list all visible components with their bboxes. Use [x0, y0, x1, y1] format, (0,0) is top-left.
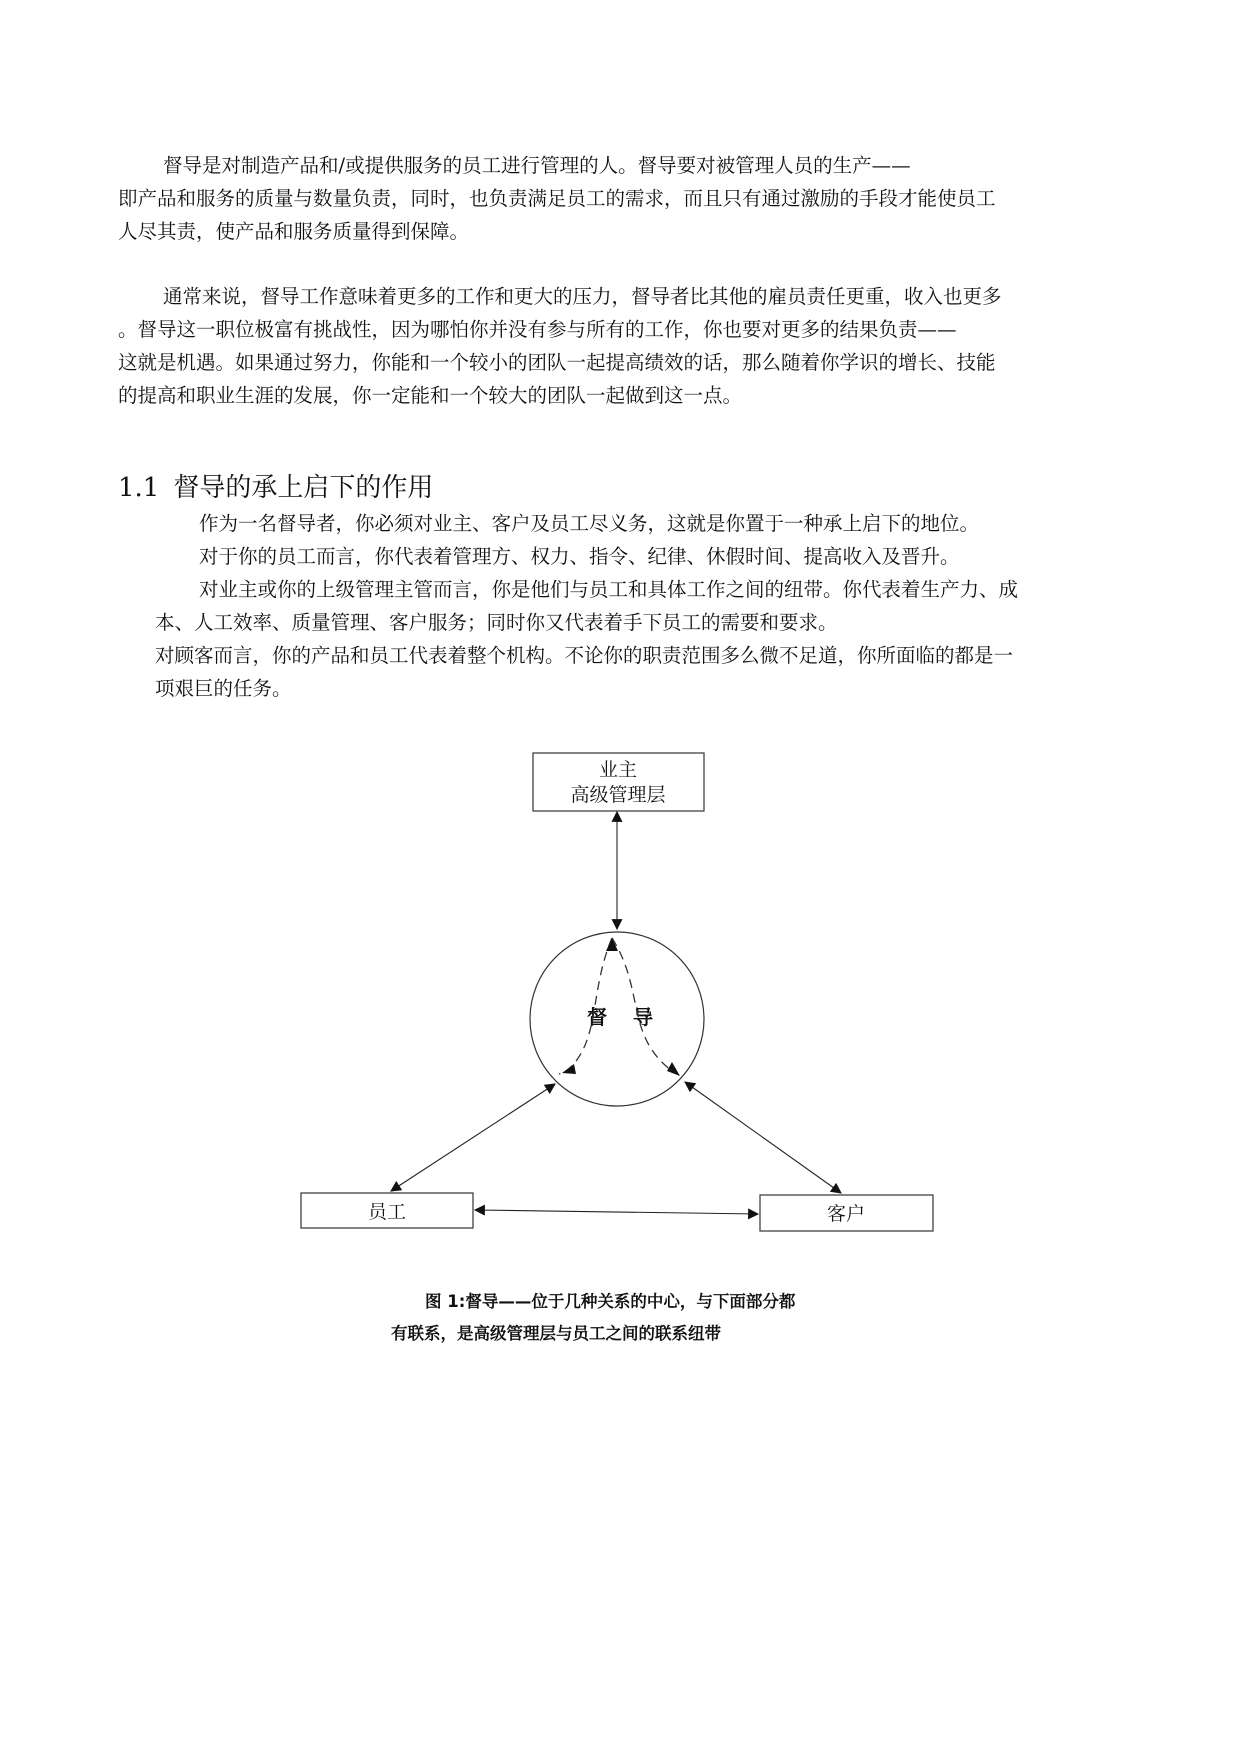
- section-line2: 对于你的员工而言，你代表着管理方、权力、指令、纪律、休假时间、提高收入及晋升。: [199, 545, 960, 568]
- paragraph2-line1: 通常来说，督导工作意味着更多的工作和更大的压力，督导者比其他的雇员责任更重，收入也更多: [163, 285, 1002, 308]
- paragraph2-line4: 的提高和职业生涯的发展，你一定能和一个较大的团队一起做到这一点。: [118, 384, 743, 407]
- supervisor-char-right: 导: [633, 1005, 653, 1029]
- figure-caption-line2: 有联系，是高级管理层与员工之间的联系纽带: [391, 1324, 721, 1343]
- employee-label: 员工: [367, 1201, 407, 1223]
- arrow-employee-customer: [475, 1210, 758, 1214]
- supervisor-char-left: 督: [587, 1005, 607, 1029]
- figure-caption-line1: 图 1:督导——位于几种关系的中心，与下面部分都: [425, 1292, 796, 1311]
- section-number: 1.1: [118, 473, 160, 503]
- section-line4: 本、人工效率、质量管理、客户服务；同时你又代表着手下员工的需要和要求。: [155, 611, 838, 634]
- section-line1: 作为一名督导者，你必须对业主、客户及员工尽义务，这就是你置于一种承上启下的地位。: [199, 512, 980, 535]
- top-box-line1: 业主: [598, 759, 638, 781]
- paragraph2-line3: 这就是机遇。如果通过努力，你能和一个较小的团队一起提高绩效的话，那么随着你学识的增长、技能: [118, 351, 996, 374]
- customer-label: 客户: [826, 1203, 866, 1225]
- paragraph1-line1: 督导是对制造产品和/或提供服务的员工进行管理的人。督导要对被管理人员的生产——: [163, 154, 911, 177]
- supervisor-circle: [530, 932, 704, 1106]
- section-title: 督导的承上启下的作用: [173, 473, 434, 503]
- section-line5: 对顾客而言，你的产品和员工代表着整个机构。不论你的职责范围多么微不足道，你所面临的都是一: [155, 644, 1014, 667]
- paragraph2-line2: 。督导这一职位极富有挑战性，因为哪怕你并没有参与所有的工作，你也要对更多的结果负责——: [118, 318, 957, 341]
- section-line3: 对业主或你的上级管理主管而言，你是他们与员工和具体工作之间的纽带。你代表着生产力、成: [199, 578, 1019, 601]
- arrow-center-employee: [391, 1084, 555, 1191]
- top-box-line2: 高级管理层: [570, 784, 666, 806]
- section-line6: 项艰巨的任务。: [155, 677, 292, 700]
- paragraph1-line2: 即产品和服务的质量与数量负责，同时，也负责满足员工的需求，而且只有通过激励的手段才能使员工: [118, 187, 996, 210]
- arrow-center-customer: [685, 1082, 841, 1193]
- paragraph1-line3: 人尽其责，使产品和服务质量得到保障。: [118, 220, 470, 243]
